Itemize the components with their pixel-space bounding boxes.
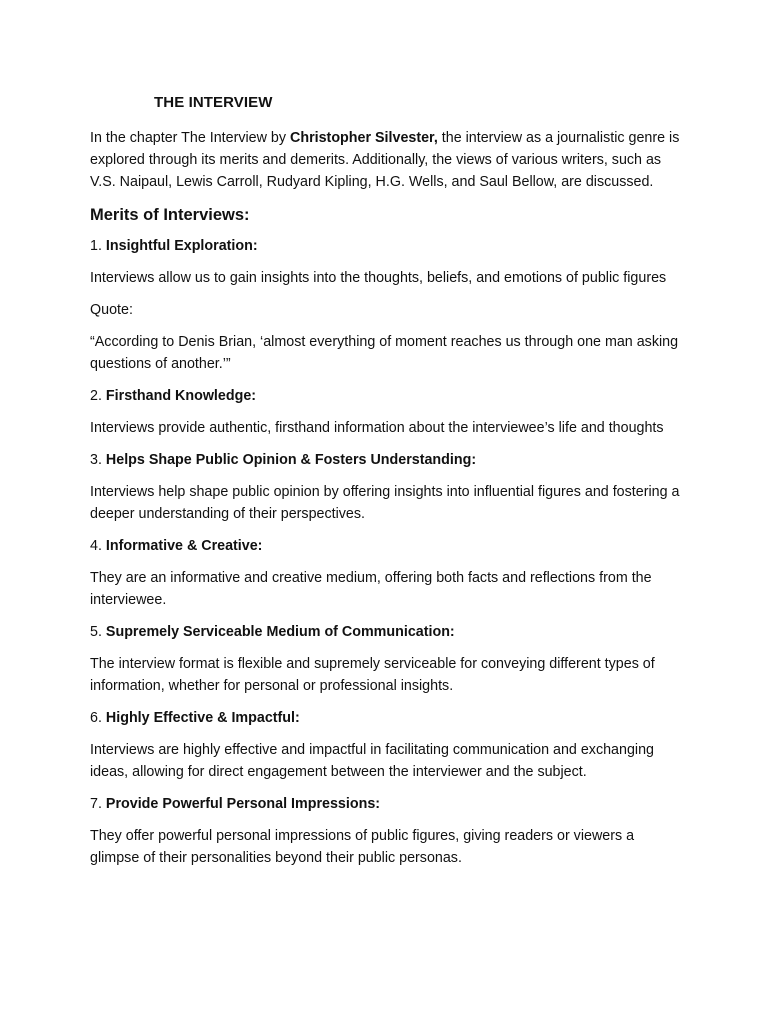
merit-number: 2.	[90, 388, 102, 404]
merit-5-heading	[90, 621, 682, 643]
merit-3-text: Interviews help shape public opinion by offering insights into influential figures and fostering a deeper understanding of their perspectives.	[90, 484, 680, 522]
merit-number: 5.	[90, 624, 102, 640]
merit-6-text: Interviews are highly effective and impactful in facilitating communication and exchanging ideas, allowing for direct engagement between the interviewer and the subject.	[90, 742, 654, 780]
merit-2-heading	[90, 385, 682, 407]
merit-5-text: The interview format is flexible and supremely serviceable for conveying different types of information, whether for personal or professional insights.	[90, 656, 655, 694]
merit-6-heading	[90, 707, 682, 729]
merit-7-text: They offer powerful personal impressions of public figures, giving readers or viewers a glimpse of their personalities beyond their public personas.	[90, 828, 635, 866]
merits-heading: Merits of Interviews:	[90, 206, 250, 224]
merit-4-heading	[90, 535, 682, 557]
intro-text-end: the interview as a journalistic genre is explored through its merits and demerits. Additionally, the views of various writers, such as V.S. Naipaul, Lewis Carroll, Rudyard Kipling, H.G. Wells, and Saul Bellow, are discussed.	[90, 130, 680, 190]
merit-1-text: Interviews allow us to gain insights into the thoughts, beliefs, and emotions of public figures	[90, 270, 667, 286]
merit-title: Provide Powerful Personal Impressions:	[105, 796, 381, 812]
merit-7-heading	[90, 793, 682, 815]
quote-text: “According to Denis Brian, ‘almost everything of moment reaches us through one man asking questions of another.’”	[90, 334, 679, 372]
merit-title: Supremely Serviceable Medium of Communication:	[105, 624, 455, 640]
merit-number: 4.	[90, 538, 102, 554]
merit-title: Informative & Creative:	[105, 538, 263, 554]
merit-3-heading	[90, 449, 682, 471]
merit-number: 7.	[90, 796, 102, 812]
intro-text-start: In the chapter The Interview by	[90, 130, 291, 146]
merit-title: Firsthand Knowledge:	[105, 388, 257, 404]
merit-title: Helps Shape Public Opinion & Fosters Understanding:	[105, 452, 477, 468]
merit-title: Insightful Exploration:	[105, 238, 258, 254]
intro-paragraph	[90, 127, 682, 193]
author-name: Christopher Silvester,	[290, 130, 438, 146]
merit-number: 6.	[90, 710, 102, 726]
merit-2-text: Interviews provide authentic, firsthand information about the interviewee’s life and thoughts	[90, 420, 664, 436]
document-title: THE INTERVIEW	[154, 94, 273, 111]
quote-label: Quote:	[90, 302, 133, 318]
document-body	[90, 127, 682, 879]
merit-number: 3.	[90, 452, 102, 468]
merit-number: 1.	[90, 238, 102, 254]
merit-4-text: They are an informative and creative medium, offering both facts and reflections from the interviewee.	[90, 570, 652, 608]
merit-1-heading	[90, 235, 682, 257]
merit-title: Highly Effective & Impactful:	[105, 710, 300, 726]
